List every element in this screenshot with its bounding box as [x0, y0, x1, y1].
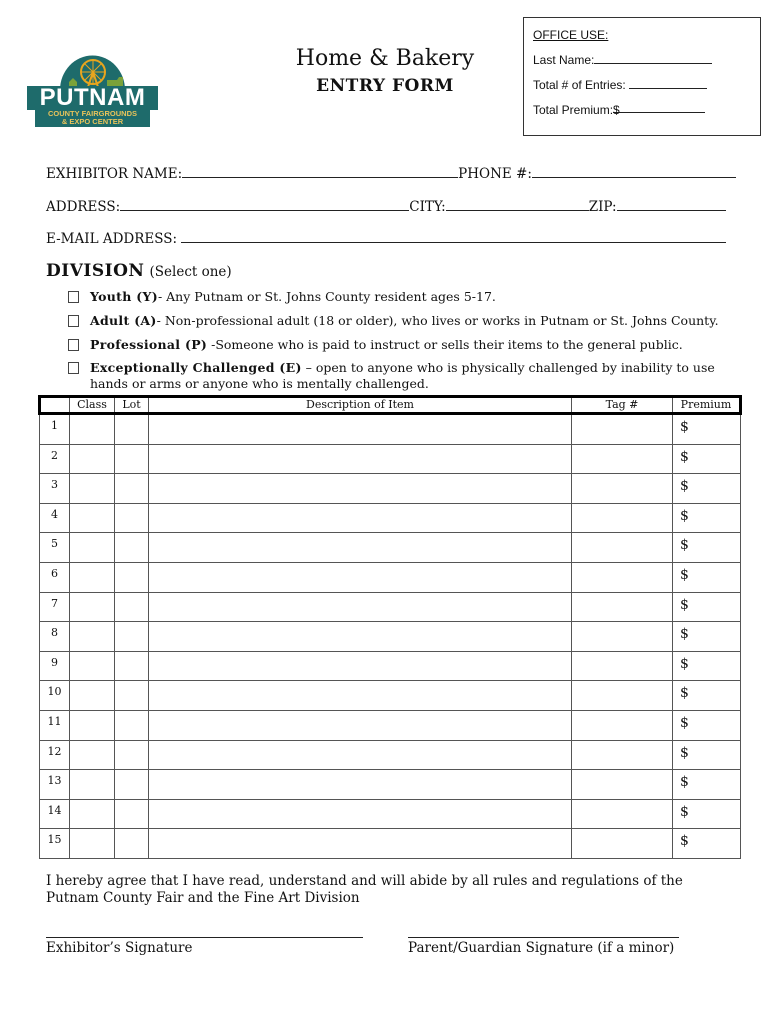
city-input[interactable] — [446, 196, 589, 211]
lot-cell[interactable] — [115, 503, 149, 533]
table-row — [40, 799, 741, 829]
logo-sub-line-2: & EXPO CENTER — [61, 117, 124, 126]
description-cell[interactable] — [149, 770, 572, 800]
premium-cell[interactable]: $ — [673, 562, 741, 592]
tag-cell[interactable] — [572, 770, 673, 800]
zip-input[interactable] — [617, 196, 726, 211]
city-label: CITY: — [409, 199, 446, 215]
phone-input[interactable] — [532, 163, 736, 178]
lot-cell[interactable] — [115, 651, 149, 681]
division-note: (Select one) — [149, 264, 232, 280]
putnam-logo — [25, 50, 160, 128]
youth-checkbox[interactable] — [68, 291, 79, 303]
office-last-name: Last Name: — [533, 49, 751, 74]
description-cell[interactable] — [149, 622, 572, 652]
lot-cell[interactable] — [115, 474, 149, 504]
lot-cell[interactable] — [115, 829, 149, 859]
form-subtitle: ENTRY FORM — [316, 76, 454, 96]
professional-checkbox[interactable] — [68, 339, 79, 351]
tag-cell[interactable] — [572, 444, 673, 474]
tag-cell[interactable] — [572, 533, 673, 563]
exceptional-checkbox[interactable] — [68, 362, 79, 374]
tag-cell[interactable] — [572, 592, 673, 622]
class-cell[interactable] — [70, 651, 115, 681]
lot-cell[interactable] — [115, 592, 149, 622]
premium-cell[interactable]: $ — [673, 592, 741, 622]
exhibitor-name-row — [46, 163, 736, 182]
table-row — [40, 829, 741, 859]
zip-label: ZIP: — [588, 199, 617, 215]
premium-cell[interactable]: $ — [673, 622, 741, 652]
row-number: 12 — [40, 740, 70, 770]
exhibitor-name-input[interactable] — [182, 163, 458, 178]
description-cell[interactable] — [149, 592, 572, 622]
description-cell[interactable] — [149, 829, 572, 859]
division-heading: DIVISION (Select one) — [46, 261, 232, 281]
lot-cell[interactable] — [115, 799, 149, 829]
tag-cell[interactable] — [572, 414, 673, 445]
table-row — [40, 533, 741, 563]
office-use-heading: OFFICE USE: — [533, 28, 609, 42]
row-number: 6 — [40, 562, 70, 592]
premium-cell[interactable]: $ — [673, 829, 741, 859]
tag-cell[interactable] — [572, 474, 673, 504]
row-number: 9 — [40, 651, 70, 681]
phone-label: PHONE #: — [458, 166, 532, 182]
lot-cell[interactable] — [115, 622, 149, 652]
premium-cell[interactable]: $ — [673, 474, 741, 504]
table-row — [40, 651, 741, 681]
table-row — [40, 474, 741, 504]
description-cell[interactable] — [149, 799, 572, 829]
table-row — [40, 740, 741, 770]
guardian-signature-line[interactable] — [408, 937, 679, 938]
email-input[interactable] — [181, 228, 726, 243]
header-tag: Tag # — [572, 397, 673, 414]
lot-cell[interactable] — [115, 562, 149, 592]
row-number: 3 — [40, 474, 70, 504]
premium-cell[interactable]: $ — [673, 651, 741, 681]
description-cell[interactable] — [149, 681, 572, 711]
table-row — [40, 562, 741, 592]
email-label: E-MAIL ADDRESS: — [46, 231, 178, 247]
lot-cell[interactable] — [115, 414, 149, 445]
row-number: 8 — [40, 622, 70, 652]
description-cell[interactable] — [149, 444, 572, 474]
premium-cell[interactable]: $ — [673, 503, 741, 533]
lot-cell[interactable] — [115, 710, 149, 740]
tag-cell[interactable] — [572, 681, 673, 711]
class-cell[interactable] — [70, 474, 115, 504]
header-premium: Premium — [673, 397, 741, 414]
description-cell[interactable] — [149, 562, 572, 592]
class-cell[interactable] — [70, 770, 115, 800]
table-row — [40, 444, 741, 474]
description-cell[interactable] — [149, 533, 572, 563]
class-cell[interactable] — [70, 414, 115, 445]
class-cell[interactable] — [70, 503, 115, 533]
agreement-text: I hereby agree that I have read, understand and will abide by all rules and regulations of the Putnam County Fair and the Fine Art Division — [46, 873, 683, 906]
row-number: 2 — [40, 444, 70, 474]
lot-cell[interactable] — [115, 740, 149, 770]
row-number: 14 — [40, 799, 70, 829]
table-row — [40, 592, 741, 622]
row-number: 15 — [40, 829, 70, 859]
address-input[interactable] — [120, 196, 409, 211]
premium-cell[interactable]: $ — [673, 799, 741, 829]
class-cell[interactable] — [70, 622, 115, 652]
class-cell[interactable] — [70, 799, 115, 829]
form-title: Home & Bakery — [295, 46, 475, 71]
class-cell[interactable] — [70, 681, 115, 711]
description-cell[interactable] — [149, 474, 572, 504]
premium-cell[interactable]: $ — [673, 710, 741, 740]
row-number: 11 — [40, 710, 70, 740]
row-number: 4 — [40, 503, 70, 533]
description-cell[interactable] — [149, 651, 572, 681]
header-lot: Lot — [115, 397, 149, 414]
lot-cell[interactable] — [115, 533, 149, 563]
tag-cell[interactable] — [572, 829, 673, 859]
tag-cell[interactable] — [572, 622, 673, 652]
guardian-signature-label: Parent/Guardian Signature (if a minor) — [408, 940, 675, 956]
lot-cell[interactable] — [115, 681, 149, 711]
adult-checkbox[interactable] — [68, 315, 79, 327]
tag-cell[interactable] — [572, 740, 673, 770]
logo-sub-line-1: COUNTY FAIRGROUNDS — [47, 109, 138, 118]
class-cell[interactable] — [70, 533, 115, 563]
row-number: 7 — [40, 592, 70, 622]
exhibitor-signature-label: Exhibitor’s Signature — [46, 940, 193, 956]
description-cell[interactable] — [149, 503, 572, 533]
premium-cell[interactable]: $ — [673, 681, 741, 711]
header-description: Description of Item — [149, 397, 572, 414]
office-total-premium: Total Premium:$ — [533, 99, 751, 124]
class-cell[interactable] — [70, 444, 115, 474]
lot-cell[interactable] — [115, 770, 149, 800]
row-number: 10 — [40, 681, 70, 711]
premium-cell[interactable]: $ — [673, 533, 741, 563]
office-use-box — [523, 17, 761, 136]
table-row — [40, 503, 741, 533]
table-row — [40, 622, 741, 652]
table-row — [40, 770, 741, 800]
table-row — [40, 710, 741, 740]
premium-cell[interactable]: $ — [673, 444, 741, 474]
office-total-entries: Total # of Entries: — [533, 74, 751, 99]
class-cell[interactable] — [70, 562, 115, 592]
row-number: 1 — [40, 414, 70, 445]
logo-main-text: PUTNAM — [39, 84, 146, 111]
row-number: 13 — [40, 770, 70, 800]
tag-cell[interactable] — [572, 799, 673, 829]
premium-cell[interactable]: $ — [673, 414, 741, 445]
description-cell[interactable] — [149, 740, 572, 770]
tag-cell[interactable] — [572, 562, 673, 592]
tag-cell[interactable] — [572, 651, 673, 681]
email-row — [46, 228, 726, 247]
class-cell[interactable] — [70, 710, 115, 740]
table-header-row — [40, 397, 741, 414]
exhibitor-name-label: EXHIBITOR NAME: — [46, 166, 183, 182]
class-cell[interactable] — [70, 740, 115, 770]
premium-cell[interactable]: $ — [673, 770, 741, 800]
table-row — [40, 681, 741, 711]
description-cell[interactable] — [149, 710, 572, 740]
tag-cell[interactable] — [572, 710, 673, 740]
table-row — [40, 414, 741, 445]
header-class: Class — [70, 397, 115, 414]
tag-cell[interactable] — [572, 503, 673, 533]
description-cell[interactable] — [149, 414, 572, 445]
class-cell[interactable] — [70, 829, 115, 859]
lot-cell[interactable] — [115, 444, 149, 474]
header-row-number — [40, 397, 70, 414]
class-cell[interactable] — [70, 592, 115, 622]
exhibitor-signature-line[interactable] — [46, 937, 363, 938]
premium-cell[interactable]: $ — [673, 740, 741, 770]
entry-table — [38, 395, 742, 859]
row-number: 5 — [40, 533, 70, 563]
address-row — [46, 196, 726, 215]
address-label: ADDRESS: — [46, 199, 121, 215]
